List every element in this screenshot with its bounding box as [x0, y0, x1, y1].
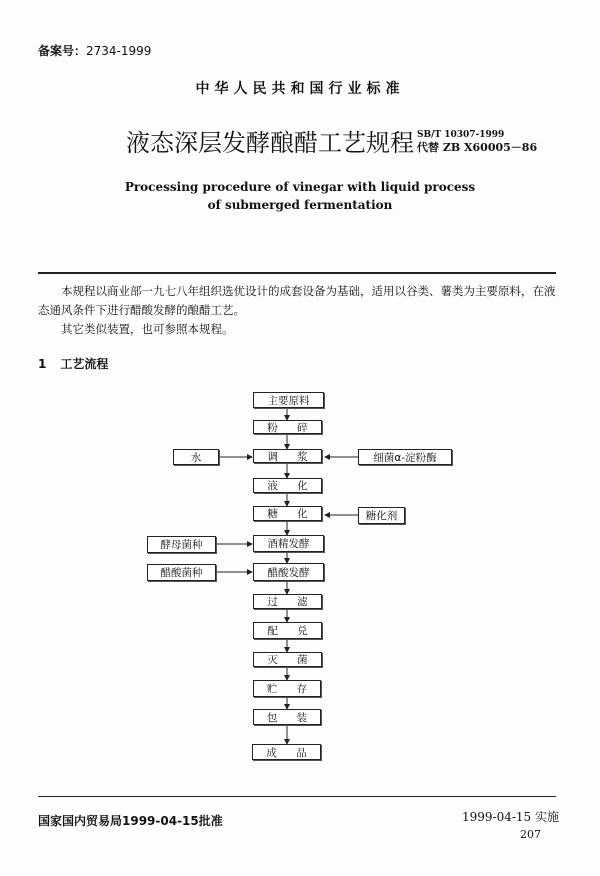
flow-step-crushing: 粉 碎	[253, 420, 322, 434]
approval-note: 国家国内贸易局1999-04-15批准	[38, 814, 223, 828]
flow-step-storage: 贮 存	[253, 680, 321, 697]
standard-code: SB/T 10307-1999	[417, 130, 505, 140]
flow-input-yeast: 酵母菌种	[147, 536, 216, 553]
flow-step-slurry: 调 浆	[253, 449, 322, 463]
intro-paragraph: 本规程以商业部一九七八年组织选优设计的成套设备为基础，适用以谷类、薯类为主要原料，在液态通风条件下进行醋酸发酵的酿醋工艺。	[38, 284, 556, 317]
flow-step-alcohol-fermentation: 酒精发酵	[253, 535, 324, 552]
effective-date: 1999-04-15 实施	[462, 810, 560, 824]
section-heading: 1 工艺流程	[38, 357, 109, 371]
document-title: 液态深层发酵酿醋工艺规程	[126, 129, 414, 157]
scope-paragraph: 其它类似装置，也可参照本规程。	[61, 322, 234, 336]
filing-number: 备案号：2734-1999	[38, 44, 152, 58]
flow-step-raw-material: 主要原料	[253, 392, 324, 408]
flow-step-liquefaction: 液 化	[253, 478, 322, 493]
standard-type: 中华人民共和国行业标准	[195, 81, 405, 97]
footer-divider	[38, 796, 556, 797]
flow-input-water: 水	[173, 449, 219, 465]
flow-input-enzyme: 细菌α-淀粉酶	[358, 449, 452, 465]
flow-step-sterilization: 灭 菌	[253, 652, 322, 667]
flow-step-blending: 配 兑	[253, 622, 322, 639]
flow-input-saccharifier: 糖化剂	[358, 507, 405, 524]
flow-input-acetic-bacteria: 醋酸菌种	[147, 564, 216, 581]
flow-step-packaging: 包 装	[253, 709, 321, 725]
flow-step-finished-product: 成 品	[252, 744, 321, 760]
english-title-line1: Processing procedure of vinegar with liquid process	[124, 180, 476, 194]
flow-step-saccharification: 糖 化	[253, 506, 322, 521]
page-number: 207	[520, 828, 541, 841]
flow-step-acetic-fermentation: 醋酸发酵	[253, 563, 324, 581]
flow-step-filtering: 过 滤	[253, 594, 322, 609]
replaces-code: 代替 ZB X60005－86	[417, 141, 538, 154]
english-title-line2: of submerged fermentation	[207, 198, 393, 212]
